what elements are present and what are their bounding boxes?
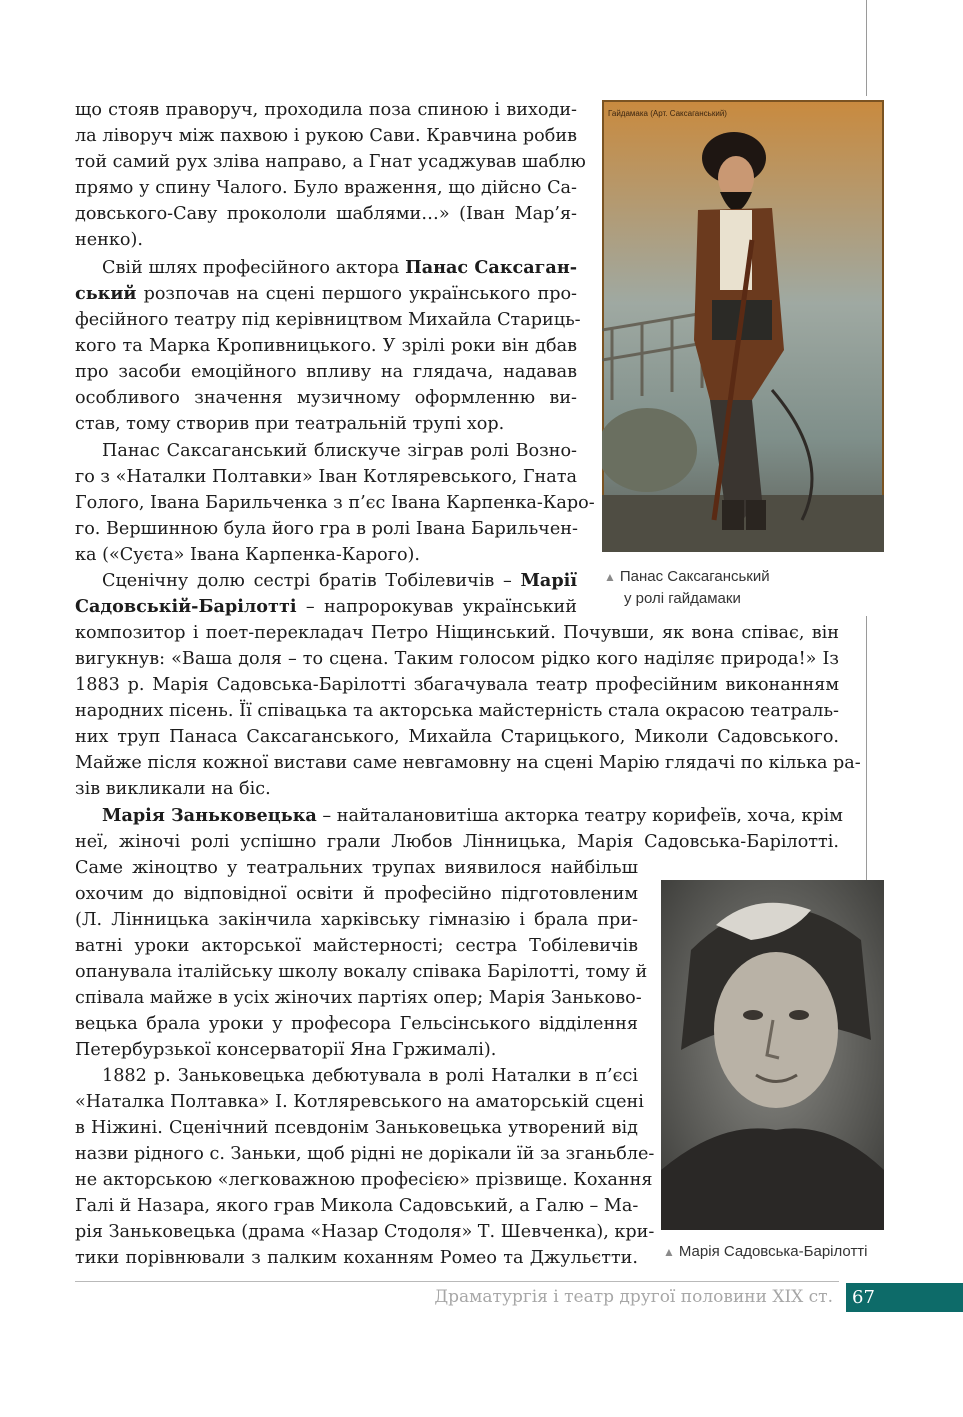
text-line [75,594,577,620]
text-line: фесійного театру під керівництвом Михайла Стариць- [75,310,581,330]
text-line: «Наталка Полтавка» І. Котляревського на аматорській сцені [75,1092,644,1112]
text-run: Сценічну долю сестрі братів Тобілевичів – [102,571,521,591]
photo-sadovska-barilotti-caption [663,1241,868,1263]
text-line: ла ліворуч між пахвою і рукою Сави. Кравчина робив [75,126,577,146]
text-line [102,803,843,829]
text-line: вигукнув: «Ваша доля – то сцена. Таким голосом рідко кого наділяє природа!» Із [75,649,839,669]
text-line [75,281,577,307]
photo-saksahansky-image [602,100,884,552]
actor-name-bold: Панас Саксаган- [405,257,577,278]
text-line: що стояв праворуч, проходила поза спиною і виходи- [75,100,577,120]
text-line: го. Вершинною була його гра в ролі Івана Барильчен- [75,519,578,539]
text-run: Свій шлях професійного актора [102,258,406,278]
text-line: ненко). [75,230,143,250]
text-line: народних пісень. Її співацька та акторська майстерність стала окрасою театраль- [75,701,839,721]
text-line: кого та Марка Кропивницького. У зрілі роки він дбав [75,336,577,356]
text-line: Панас Саксаганський блискуче зіграв ролі Возно- [102,441,577,461]
text-line: вецька брала уроки у професора Гельсінського відділення [75,1014,638,1034]
caption-triangle-icon: ▲ [663,1245,675,1259]
actor-name-bold: ський [75,283,137,304]
margin-line-middle [866,616,867,881]
text-line: композитор і поет-перекладач Петро Ніщинський. Почувши, як вона співає, він [75,623,839,643]
text-line: назви рідного с. Заньки, щоб рідні не дорікали їй за зганьбле- [75,1144,655,1164]
actor-name-bold: Марія Заньковецька [102,805,317,826]
text-line: ватні уроки акторської майстерності; сестра Тобілевичів [75,936,638,956]
text-line: 1882 р. Заньковецька дебютувала в ролі Наталки в п’єсі [102,1066,638,1086]
text-line: Галі й Назара, якого грав Микола Садовський, а Галю – Ма- [75,1196,639,1216]
text-line: той самий рух зліва направо, а Гнат усаджував шаблю [75,152,586,172]
running-title: Драматургія і театр другої половини XIX ст. [434,1287,833,1307]
caption-triangle-icon: ▲ [604,570,616,584]
text-line: (Л. Лінницька закінчила харківську гімназію і брала при- [75,910,638,930]
text-line: в Ніжині. Сценічний псевдонім Заньковецька утворений від [75,1118,638,1138]
margin-line-top [866,0,867,96]
text-line: про засоби емоційного впливу на глядача, надавав [75,362,577,382]
text-line: ка («Суєта» Івана Карпенка-Карого). [75,545,420,565]
text-run: розпочав на сцені першого українського про- [136,284,577,304]
photo-saksahansky-caption [604,566,770,609]
text-line: Петербурзької консерваторії Яна Гржималі). [75,1040,497,1060]
text-line [102,568,577,594]
photo-sadovska-barilotti-image [661,880,884,1230]
text-line: зів викликали на біс. [75,779,271,799]
text-line: став, тому створив при театральній трупі хор. [75,414,505,434]
text-line: опанувала італійську школу вокалу співака Барілотті, тому й [75,962,648,982]
text-line: го з «Наталки Полтавки» Іван Котляревського, Гната [75,467,577,487]
photo-saksahansky [602,100,884,552]
text-line: прямо у спину Чалого. Було враження, що дійсно Са- [75,178,577,198]
text-line: них труп Панаса Саксаганського, Михайла Старицького, Миколи Садовського. [75,727,839,747]
photo-inscription: Гайдамака (Арт. Саксаганський) [608,109,727,118]
text-line [102,255,577,281]
text-line: Голого, Івана Барильченка з п’єс Івана Карпенка-Каро- [75,493,595,513]
text-line: рія Заньковецька (драма «Назар Стодоля» Т. Шевченка), кри- [75,1222,655,1242]
footer-rule [75,1281,839,1282]
caption-text: Панас Саксаганський [619,568,770,585]
actor-name-bold: Марії [520,570,577,591]
text-line: не акторською «легковажною професією» прізвище. Кохання [75,1170,653,1190]
text-line: особливого значення музичному оформленню ви- [75,388,577,408]
text-line: неї, жіночі ролі успішно грали Любов Лінницька, Марія Садовська-Барілотті. [75,832,839,852]
caption-line [604,566,770,588]
text-line: Майже після кожної вистави саме невгамовну на сцені Марію глядачі по кілька ра- [75,753,861,773]
text-run: – найталановитіша акторка театру корифеїв, хоча, крім [316,806,843,826]
text-line: довського-Саву прокололи шаблями…» (Іван Мар’я- [75,204,577,224]
text-line: співала майже в усіх жіночих партіях опер; Марія Заньково- [75,988,642,1008]
page-number: 67 [846,1283,963,1312]
text-line: 1883 р. Марія Садовська-Барілотті збагачувала театр професійним виконанням [75,675,839,695]
caption-line: у ролі гайдамаки [624,590,741,607]
text-line: охочим до відповідної освіти й професійно підготовленим [75,884,638,904]
caption-text: Марія Садовська-Барілотті [678,1243,868,1260]
text-run: – напророкував український [296,597,577,617]
actor-name-bold: Садовській-Барілотті [75,596,297,617]
photo-sadovska-barilotti [661,880,884,1230]
text-line: тики порівнювали з палким коханням Ромео та Джульєтти. [75,1248,638,1268]
text-line: Саме жіноцтво у театральних трупах виявилося найбільш [75,858,638,878]
